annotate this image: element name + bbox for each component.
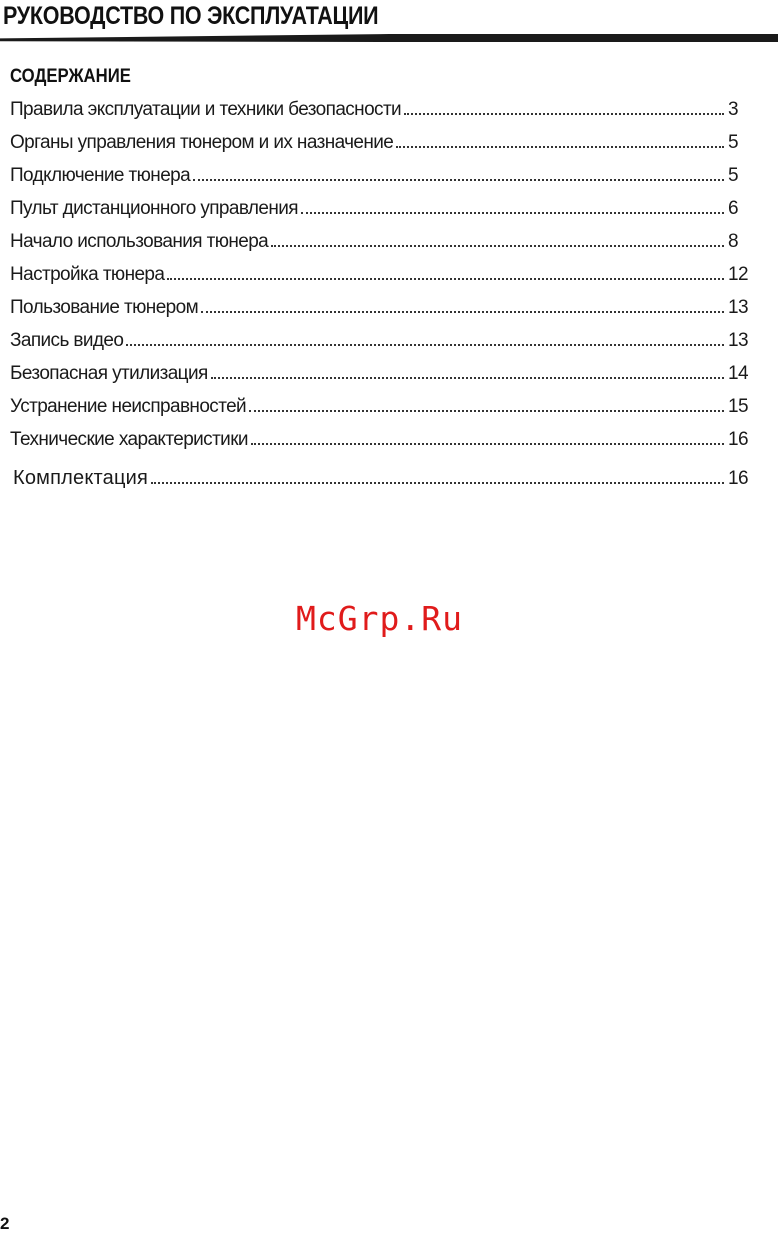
toc-entry-page: 14 — [728, 363, 748, 384]
toc-leader-dots — [396, 145, 724, 148]
toc-leader-dots — [167, 277, 724, 280]
toc-entry-label: Правила эксплуатации и техники безопасности — [10, 99, 402, 120]
toc-entry-page: 13 — [728, 330, 748, 351]
toc-leader-dots — [251, 442, 724, 445]
toc-entry-label: Устранение неисправностей — [10, 396, 247, 417]
toc-entry-page: 16 — [728, 468, 748, 489]
toc-entry[interactable] — [10, 394, 752, 427]
toc-entry[interactable] — [10, 229, 752, 262]
toc-leader-dots — [404, 112, 724, 115]
toc-entry-page: 15 — [728, 396, 748, 417]
toc-entry-page: 5 — [728, 132, 738, 153]
toc-leader-dots — [126, 343, 724, 346]
toc-entry-page: 16 — [728, 429, 748, 450]
toc-entry-label: Пользование тюнером — [10, 297, 199, 318]
page-title: РУКОВОДСТВО ПО ЭКСПЛУАТАЦИИ — [3, 2, 379, 30]
watermark: McGrp.Ru — [296, 599, 463, 638]
toc-entry[interactable] — [10, 361, 752, 394]
table-of-contents — [10, 97, 752, 493]
toc-entry-page: 13 — [728, 297, 748, 318]
toc-entry[interactable] — [10, 328, 752, 361]
toc-entry-label: Настройка тюнера — [10, 264, 165, 285]
toc-entry[interactable] — [10, 295, 752, 328]
toc-leader-dots — [193, 178, 724, 181]
toc-leader-dots — [211, 376, 724, 379]
toc-leader-dots — [249, 409, 724, 412]
toc-entry-page: 8 — [728, 231, 738, 252]
toc-entry-page: 3 — [728, 99, 738, 120]
toc-leader-dots — [201, 310, 724, 313]
toc-entry[interactable] — [10, 196, 752, 229]
toc-entry-page: 12 — [728, 264, 748, 285]
toc-entry-page: 6 — [728, 198, 738, 219]
toc-entry-label: Технические характеристики — [10, 429, 248, 450]
toc-leader-dots — [301, 211, 724, 214]
toc-entry[interactable] — [10, 130, 752, 163]
toc-entry-page: 5 — [728, 165, 738, 186]
toc-entry[interactable] — [10, 97, 752, 130]
toc-entry[interactable] — [10, 427, 752, 460]
toc-leader-dots — [271, 244, 724, 247]
toc-leader-dots — [151, 481, 724, 484]
toc-entry-label: Пульт дистанционного управления — [10, 198, 298, 219]
header-rule — [0, 34, 778, 42]
toc-entry-label: Подключение тюнера — [10, 165, 191, 186]
toc-entry[interactable] — [10, 163, 752, 196]
page-number: 2 — [0, 1214, 10, 1233]
toc-heading: СОДЕРЖАНИЕ — [10, 66, 131, 87]
toc-entry-label: Начало использования тюнера — [10, 231, 269, 252]
toc-entry-label: Запись видео — [10, 330, 124, 351]
toc-entry-label: Органы управления тюнером и их назначение — [10, 132, 394, 153]
toc-entry[interactable] — [10, 262, 752, 295]
toc-entry-label: Комплектация — [13, 467, 149, 489]
toc-entry-label: Безопасная утилизация — [10, 363, 208, 384]
toc-entry[interactable] — [10, 460, 752, 493]
